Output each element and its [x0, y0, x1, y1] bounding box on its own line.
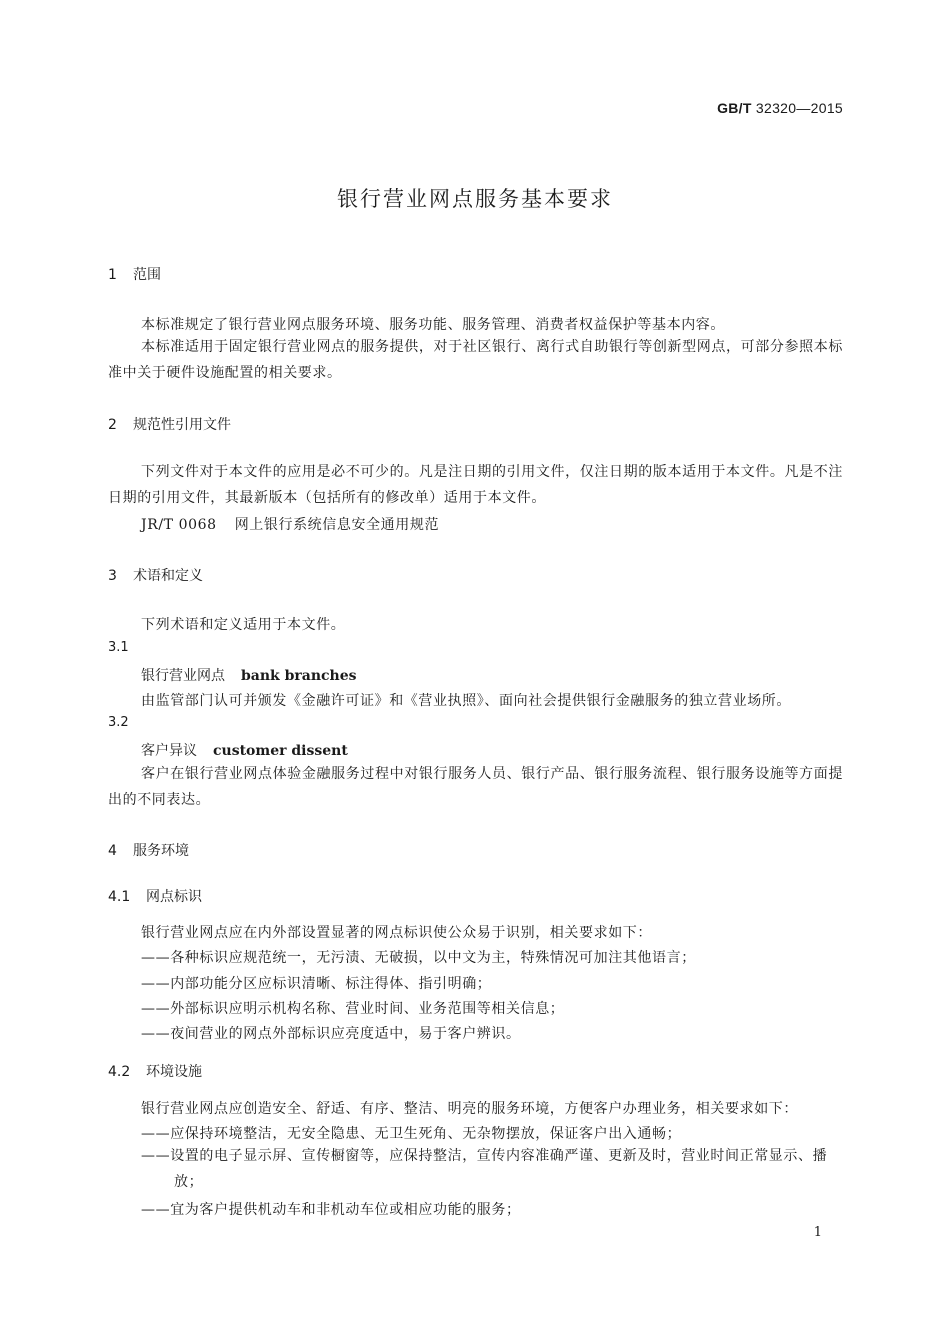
term-3-2-number: 3.2	[108, 715, 129, 730]
section-title: 服务环境	[133, 843, 189, 859]
standard-prefix: GB/T	[717, 100, 752, 116]
subsection-title: 环境设施	[146, 1064, 202, 1080]
list-item: ——设置的电子显示屏、宣传橱窗等，应保持整洁，宣传内容准确严谨、更新及时，营业时间正常显示、播放；	[141, 1148, 828, 1190]
reference-title: 网上银行系统信息安全通用规范	[234, 517, 440, 533]
list-item: ——外部标识应明示机构名称、营业时间、业务范围等相关信息；	[141, 1001, 565, 1017]
section-title: 术语和定义	[133, 568, 203, 584]
list-item: ——宜为客户提供机动车和非机动车位或相应功能的服务；	[141, 1202, 521, 1218]
term-3-1-number: 3.1	[108, 640, 129, 655]
section-number: 1	[108, 267, 117, 283]
list-item: ——夜间营业的网点外部标识应亮度适中，易于客户辨识。	[141, 1026, 521, 1042]
normative-reference	[141, 514, 439, 534]
section-3-heading	[108, 565, 203, 585]
section-3-intro: 下列术语和定义适用于本文件。	[141, 617, 346, 633]
section-number: 4	[108, 843, 117, 859]
term-3-2-definition: 客户在银行营业网点体验金融服务过程中对银行服务人员、银行产品、银行服务流程、银行服务设施等方面提出的不同表达。	[108, 766, 843, 808]
section-4-2-intro: 银行营业网点应创造安全、舒适、有序、整洁、明亮的服务环境，方便客户办理业务，相关要求如下：	[141, 1101, 798, 1117]
section-2-heading	[108, 414, 231, 434]
term-chinese: 客户异议	[141, 743, 197, 759]
section-4-heading	[108, 840, 189, 860]
section-1-paragraph-2: 本标准适用于固定银行营业网点的服务提供，对于社区银行、离行式自助银行等创新型网点，可部分参照本标准中关于硬件设施配置的相关要求。	[108, 339, 843, 381]
standard-code: 32320—2015	[755, 100, 843, 116]
standard-number	[717, 100, 843, 116]
subsection-title: 网点标识	[146, 889, 202, 905]
section-4-1-heading	[108, 886, 202, 906]
term-3-1-definition: 由监管部门认可并颁发《金融许可证》和《营业执照》、面向社会提供银行金融服务的独立营业场所。	[141, 693, 791, 709]
term-3-2	[141, 740, 348, 760]
section-2-paragraph-1: 下列文件对于本文件的应用是必不可少的。凡是注日期的引用文件，仅注日期的版本适用于本文件。凡是不注日期的引用文件，其最新版本（包括所有的修改单）适用于本文件。	[108, 464, 843, 506]
term-3-1	[141, 665, 357, 685]
reference-code: JR/T 0068	[141, 517, 217, 533]
subsection-number: 4.2	[108, 1064, 131, 1080]
section-1-heading	[108, 264, 161, 284]
section-number: 2	[108, 417, 117, 433]
page-number: 1	[813, 1225, 822, 1240]
term-chinese: 银行营业网点	[141, 668, 225, 684]
list-item: ——各种标识应规范统一，无污渍、无破损，以中文为主，特殊情况可加注其他语言；	[141, 950, 696, 966]
section-4-2-heading	[108, 1061, 202, 1081]
list-item: ——应保持环境整洁，无安全隐患、无卫生死角、无杂物摆放，保证客户出入通畅；	[141, 1126, 682, 1142]
section-title: 范围	[133, 267, 161, 283]
term-english: customer dissent	[213, 743, 348, 759]
section-number: 3	[108, 568, 117, 584]
document-title: 银行营业网点服务基本要求	[337, 187, 613, 211]
term-english: bank branches	[241, 668, 357, 684]
section-4-1-intro: 银行营业网点应在内外部设置显著的网点标识使公众易于识别，相关要求如下：	[141, 925, 652, 941]
subsection-number: 4.1	[108, 889, 131, 905]
section-1-paragraph-1: 本标准规定了银行营业网点服务环境、服务功能、服务管理、消费者权益保护等基本内容。	[141, 317, 725, 333]
list-item: ——内部功能分区应标识清晰、标注得体、指引明确；	[141, 976, 492, 992]
section-title: 规范性引用文件	[133, 417, 231, 433]
